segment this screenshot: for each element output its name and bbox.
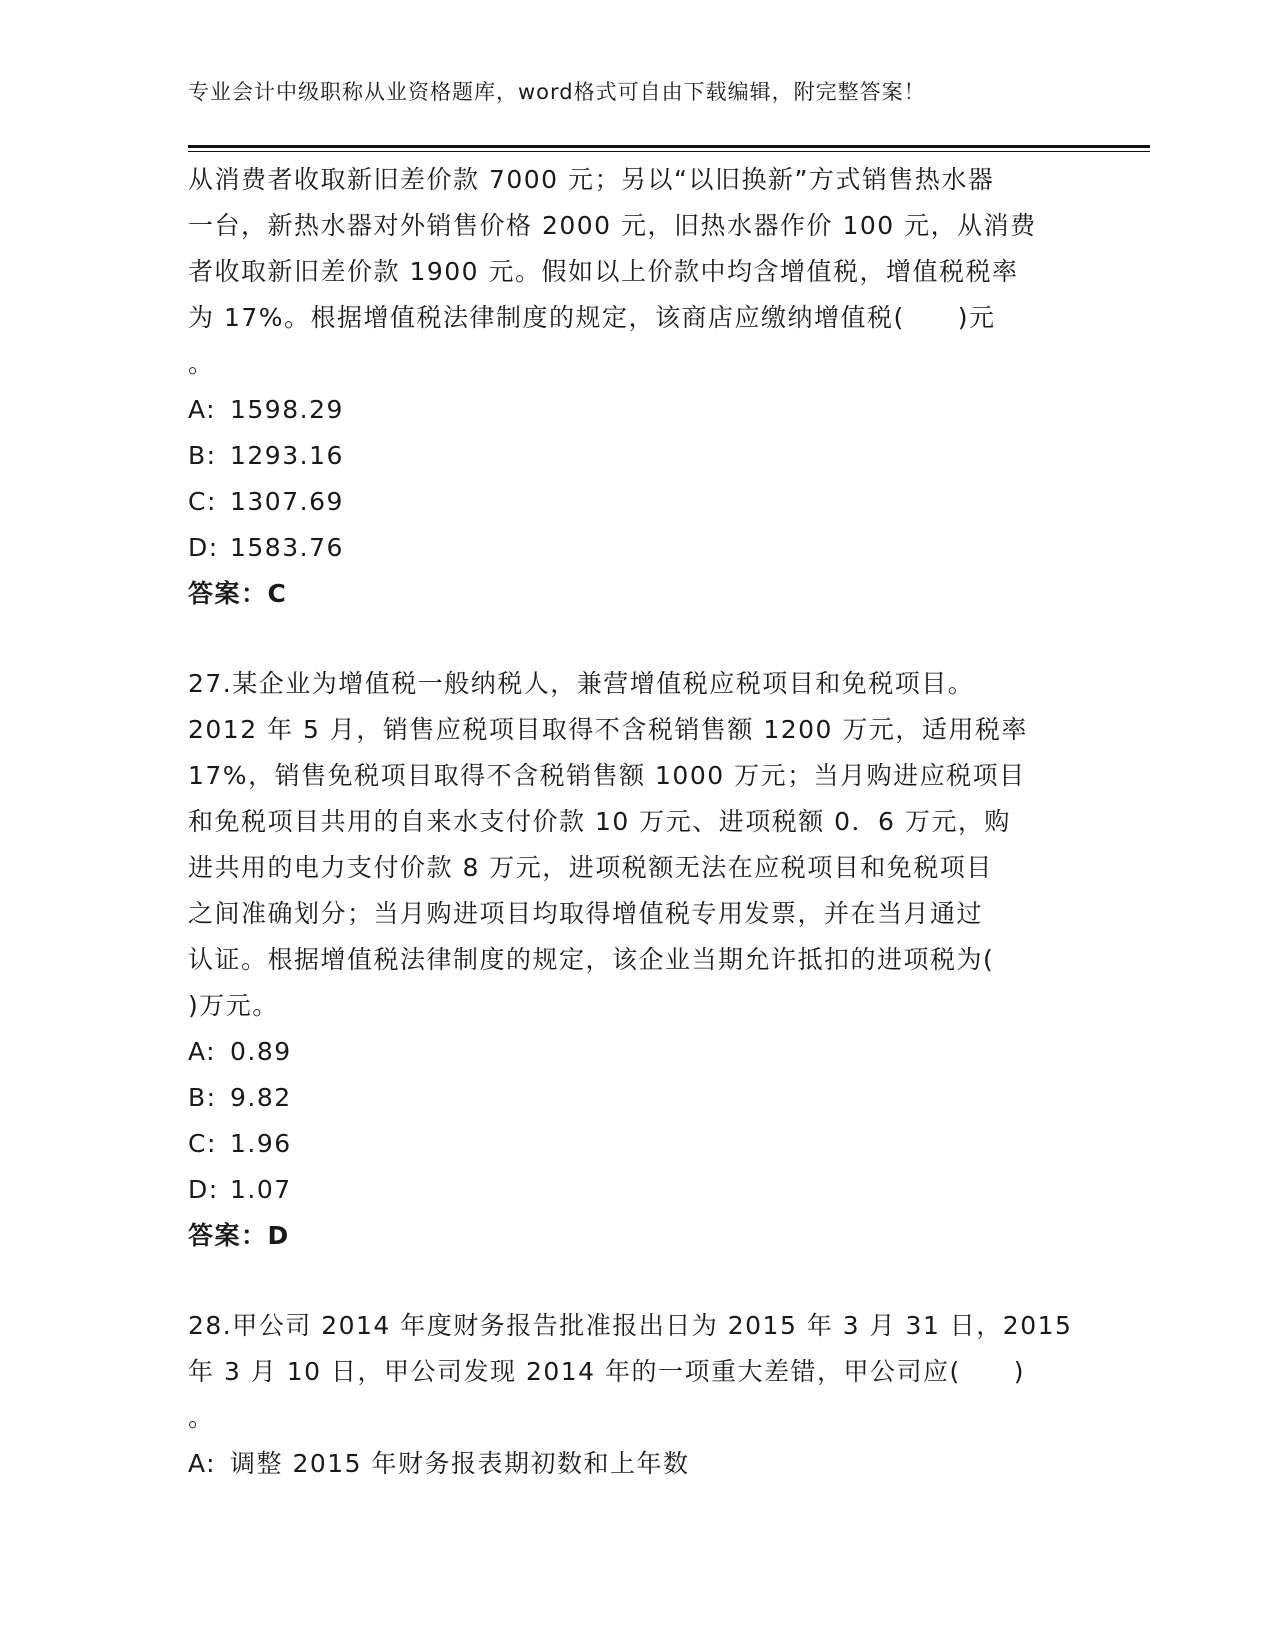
question-text-line: 27.某企业为增值税一般纳税人，兼营增值税应税项目和免税项目。 (188, 669, 975, 698)
option-text: 1.07 (230, 1175, 292, 1204)
question-27 (188, 661, 1088, 1259)
option-letter: B: (188, 441, 217, 470)
spacer (188, 1259, 1088, 1303)
option-text: 0.89 (230, 1037, 292, 1066)
answer: 答案：C (188, 579, 288, 608)
question-26 (188, 157, 1088, 617)
question-text-line: 为 17%。根据增值税法律制度的规定，该商店应缴纳增值税( )元 (188, 303, 996, 332)
option-letter: C: (188, 1129, 217, 1158)
option-a (188, 1441, 1088, 1487)
question-text-line: 年 3 月 10 日，甲公司发现 2014 年的一项重大差错，甲公司应( ) (188, 1357, 1026, 1386)
option-letter: A: (188, 1449, 217, 1478)
option-text: 调整 2015 年财务报表期初数和上年数 (230, 1449, 690, 1478)
document-content (188, 157, 1088, 1487)
answer: 答案：D (188, 1221, 290, 1250)
option-letter: A: (188, 395, 217, 424)
question-28 (188, 1303, 1088, 1487)
option-c (188, 479, 1088, 525)
option-c (188, 1121, 1088, 1167)
question-text-line: 。 (188, 1403, 215, 1432)
question-text-line: 28.甲公司 2014 年度财务报告批准报出日为 2015 年 3 月 31 日，2015 (188, 1311, 1073, 1340)
option-letter: C: (188, 487, 217, 516)
option-a (188, 1029, 1088, 1075)
question-text-line: 17%，销售免税项目取得不含税销售额 1000 万元；当月购进应税项目 (188, 761, 1026, 790)
option-text: 1583.76 (230, 533, 344, 562)
header-rule-thick (188, 145, 1150, 148)
question-text-line: )万元。 (188, 991, 279, 1020)
question-text-line: 者收取新旧差价款 1900 元。假如以上价款中均含增值税，增值税税率 (188, 257, 1019, 286)
option-d (188, 1167, 1088, 1213)
question-text-line: 和免税项目共用的自来水支付价款 10 万元、进项税额 0．6 万元，购 (188, 807, 1011, 836)
question-text-line: 进共用的电力支付价款 8 万元，进项税额无法在应税项目和免税项目 (188, 853, 993, 882)
question-text-line: 。 (188, 349, 215, 378)
option-text: 1.96 (230, 1129, 292, 1158)
option-letter: B: (188, 1083, 217, 1112)
question-text-line: 之间准确划分；当月购进项目均取得增值税专用发票，并在当月通过 (188, 899, 984, 928)
option-text: 9.82 (230, 1083, 292, 1112)
option-text: 1293.16 (230, 441, 344, 470)
option-b (188, 433, 1088, 479)
question-text-line: 认证。根据增值税法律制度的规定，该企业当期允许抵扣的进项税为( (188, 945, 995, 974)
header-rule-thin (188, 151, 1150, 152)
option-a (188, 387, 1088, 433)
option-text: 1598.29 (230, 395, 344, 424)
spacer (188, 617, 1088, 661)
option-text: 1307.69 (230, 487, 344, 516)
question-text-line: 一台，新热水器对外销售价格 2000 元，旧热水器作价 100 元，从消费 (188, 211, 1037, 240)
option-d (188, 525, 1088, 571)
question-text-line: 从消费者收取新旧差价款 7000 元；另以“以旧换新”方式销售热水器 (188, 165, 995, 194)
option-letter: D: (188, 1175, 219, 1204)
option-letter: A: (188, 1037, 217, 1066)
option-b (188, 1075, 1088, 1121)
option-letter: D: (188, 533, 219, 562)
question-text-line: 2012 年 5 月，销售应税项目取得不含税销售额 1200 万元，适用税率 (188, 715, 1028, 744)
page-header: 专业会计中级职称从业资格题库，word格式可自由下载编辑，附完整答案！ (188, 80, 926, 104)
